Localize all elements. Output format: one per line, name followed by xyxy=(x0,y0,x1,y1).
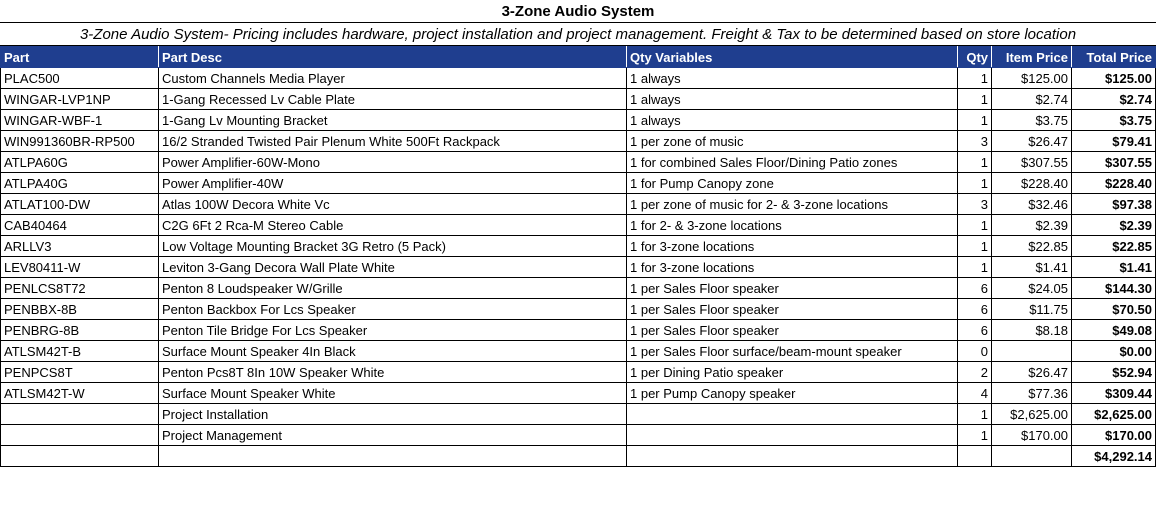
cell-qty[interactable]: 1 xyxy=(958,215,992,236)
cell-part-desc[interactable]: Power Amplifier-40W xyxy=(159,173,627,194)
cell-total-price[interactable]: $144.30 xyxy=(1072,278,1156,299)
cell-part-desc[interactable]: Project Management xyxy=(159,425,627,446)
cell-item-price[interactable] xyxy=(992,446,1072,467)
cell-qty-variables[interactable]: 1 always xyxy=(627,68,958,89)
cell-part-desc[interactable]: Penton Pcs8T 8In 10W Speaker White xyxy=(159,362,627,383)
cell-qty[interactable]: 2 xyxy=(958,362,992,383)
table-row xyxy=(1,404,1156,425)
cell-qty-variables[interactable] xyxy=(627,425,958,446)
cell-qty[interactable]: 3 xyxy=(958,194,992,215)
cell-part-desc[interactable]: 1-Gang Lv Mounting Bracket xyxy=(159,110,627,131)
cell-qty-variables[interactable]: 1 per Sales Floor speaker xyxy=(627,299,958,320)
cell-part[interactable]: CAB40464 xyxy=(1,215,159,236)
cell-qty[interactable]: 6 xyxy=(958,320,992,341)
table-row xyxy=(1,425,1156,446)
cell-qty-variables[interactable]: 1 for combined Sales Floor/Dining Patio zones xyxy=(627,152,958,173)
cell-qty-variables[interactable]: 1 for Pump Canopy zone xyxy=(627,173,958,194)
cell-item-price[interactable]: $1.41 xyxy=(992,257,1072,278)
cell-total-price[interactable]: $3.75 xyxy=(1072,110,1156,131)
cell-part[interactable]: PENLCS8T72 xyxy=(1,278,159,299)
cell-part-desc[interactable]: Project Installation xyxy=(159,404,627,425)
table-body xyxy=(1,68,1156,467)
cell-part[interactable]: ATLPA60G xyxy=(1,152,159,173)
cell-part-desc[interactable]: 16/2 Stranded Twisted Pair Plenum White 500Ft Rackpack xyxy=(159,131,627,152)
cell-part[interactable]: WIN991360BR-RP500 xyxy=(1,131,159,152)
cell-qty[interactable]: 3 xyxy=(958,131,992,152)
cell-part-desc[interactable]: Penton Tile Bridge For Lcs Speaker xyxy=(159,320,627,341)
cell-part[interactable]: LEV80411-W xyxy=(1,257,159,278)
cell-qty-variables[interactable]: 1 for 2- & 3-zone locations xyxy=(627,215,958,236)
cell-qty[interactable]: 1 xyxy=(958,89,992,110)
cell-part-desc[interactable]: Power Amplifier-60W-Mono xyxy=(159,152,627,173)
table-row xyxy=(1,446,1156,467)
table-row xyxy=(1,215,1156,236)
cell-part[interactable]: WINGAR-LVP1NP xyxy=(1,89,159,110)
cell-qty[interactable]: 1 xyxy=(958,152,992,173)
cell-qty-variables[interactable]: 1 for 3-zone locations xyxy=(627,257,958,278)
table-row xyxy=(1,89,1156,110)
table-row xyxy=(1,278,1156,299)
cell-qty[interactable]: 1 xyxy=(958,68,992,89)
cell-total-price[interactable]: $309.44 xyxy=(1072,383,1156,404)
table-row xyxy=(1,194,1156,215)
cell-part[interactable]: ATLPA40G xyxy=(1,173,159,194)
cell-part[interactable]: ATLSM42T-W xyxy=(1,383,159,404)
cell-total-price[interactable]: $2.74 xyxy=(1072,89,1156,110)
cell-part[interactable]: WINGAR-WBF-1 xyxy=(1,110,159,131)
cell-item-price[interactable]: $3.75 xyxy=(992,110,1072,131)
cell-part-desc[interactable]: 1-Gang Recessed Lv Cable Plate xyxy=(159,89,627,110)
cell-total-price[interactable]: $70.50 xyxy=(1072,299,1156,320)
cell-qty[interactable]: 0 xyxy=(958,341,992,362)
cell-part[interactable] xyxy=(1,446,159,467)
cell-item-price[interactable]: $26.47 xyxy=(992,131,1072,152)
cell-total-price[interactable]: $228.40 xyxy=(1072,173,1156,194)
cell-item-price[interactable] xyxy=(992,341,1072,362)
cell-qty-variables[interactable]: 1 per Sales Floor speaker xyxy=(627,320,958,341)
cell-item-price[interactable]: $307.55 xyxy=(992,152,1072,173)
cell-item-price[interactable]: $26.47 xyxy=(992,362,1072,383)
cell-qty[interactable]: 1 xyxy=(958,236,992,257)
cell-qty[interactable]: 1 xyxy=(958,110,992,131)
table-row xyxy=(1,383,1156,404)
table-row xyxy=(1,131,1156,152)
cell-qty[interactable]: 1 xyxy=(958,404,992,425)
cell-item-price[interactable]: $32.46 xyxy=(992,194,1072,215)
cell-qty-variables[interactable]: 1 per Pump Canopy speaker xyxy=(627,383,958,404)
cell-total-price[interactable]: $79.41 xyxy=(1072,131,1156,152)
column-header-qty[interactable]: Qty xyxy=(958,47,992,68)
cell-qty-variables[interactable]: 1 always xyxy=(627,110,958,131)
table-row xyxy=(1,320,1156,341)
sheet-title: 3-Zone Audio System xyxy=(501,2,655,20)
table-row xyxy=(1,173,1156,194)
cell-total-price[interactable]: $22.85 xyxy=(1072,236,1156,257)
column-header-item-price[interactable]: Item Price xyxy=(992,47,1072,68)
cell-total-price[interactable]: $125.00 xyxy=(1072,68,1156,89)
cell-qty-variables[interactable]: 1 per Sales Floor speaker xyxy=(627,278,958,299)
table-row xyxy=(1,68,1156,89)
subtitle-row xyxy=(0,23,1156,46)
table-row xyxy=(1,236,1156,257)
header-row xyxy=(1,47,1156,68)
cell-qty-variables[interactable]: 1 per zone of music xyxy=(627,131,958,152)
pricing-table xyxy=(0,46,1156,467)
cell-part[interactable] xyxy=(1,404,159,425)
sheet-subtitle: 3-Zone Audio System- Pricing includes hardware, project installation and project management. Freight & Tax to be determined based on store location xyxy=(79,25,1077,43)
cell-part-desc[interactable]: Atlas 100W Decora White Vc xyxy=(159,194,627,215)
cell-item-price[interactable]: $8.18 xyxy=(992,320,1072,341)
cell-item-price[interactable]: $22.85 xyxy=(992,236,1072,257)
cell-part[interactable]: ATLAT100-DW xyxy=(1,194,159,215)
cell-total-price[interactable]: $307.55 xyxy=(1072,152,1156,173)
cell-qty-variables[interactable]: 1 for 3-zone locations xyxy=(627,236,958,257)
cell-total-price[interactable]: $52.94 xyxy=(1072,362,1156,383)
cell-qty[interactable] xyxy=(958,446,992,467)
cell-total-price[interactable]: $1.41 xyxy=(1072,257,1156,278)
cell-qty[interactable]: 6 xyxy=(958,278,992,299)
cell-qty-variables[interactable]: 1 per Sales Floor surface/beam-mount speaker xyxy=(627,341,958,362)
cell-item-price[interactable]: $125.00 xyxy=(992,68,1072,89)
column-header-part[interactable]: Part xyxy=(1,47,159,68)
cell-part-desc[interactable]: Penton Backbox For Lcs Speaker xyxy=(159,299,627,320)
cell-qty-variables[interactable] xyxy=(627,404,958,425)
cell-part[interactable]: PENBRG-8B xyxy=(1,320,159,341)
cell-part-desc[interactable]: Leviton 3-Gang Decora Wall Plate White xyxy=(159,257,627,278)
cell-item-price[interactable]: $228.40 xyxy=(992,173,1072,194)
cell-part[interactable]: PENPCS8T xyxy=(1,362,159,383)
cell-qty[interactable]: 1 xyxy=(958,425,992,446)
cell-total-price[interactable]: $97.38 xyxy=(1072,194,1156,215)
cell-total-price[interactable]: $0.00 xyxy=(1072,341,1156,362)
cell-qty[interactable]: 6 xyxy=(958,299,992,320)
table-row xyxy=(1,299,1156,320)
column-header-part-desc[interactable]: Part Desc xyxy=(159,47,627,68)
cell-part-desc[interactable]: C2G 6Ft 2 Rca-M Stereo Cable xyxy=(159,215,627,236)
cell-part-desc[interactable]: Low Voltage Mounting Bracket 3G Retro (5 Pack) xyxy=(159,236,627,257)
cell-part[interactable]: ARLLV3 xyxy=(1,236,159,257)
cell-qty-variables[interactable]: 1 always xyxy=(627,89,958,110)
cell-qty[interactable]: 4 xyxy=(958,383,992,404)
cell-total-price[interactable]: $170.00 xyxy=(1072,425,1156,446)
cell-qty-variables[interactable]: 1 per Dining Patio speaker xyxy=(627,362,958,383)
cell-part-desc[interactable]: Surface Mount Speaker 4In Black xyxy=(159,341,627,362)
cell-item-price[interactable]: $2.74 xyxy=(992,89,1072,110)
cell-item-price[interactable]: $24.05 xyxy=(992,278,1072,299)
cell-total-price[interactable]: $2.39 xyxy=(1072,215,1156,236)
table-row xyxy=(1,152,1156,173)
cell-part[interactable]: PLAC500 xyxy=(1,68,159,89)
cell-qty-variables[interactable]: 1 per zone of music for 2- & 3-zone locations xyxy=(627,194,958,215)
cell-item-price[interactable]: $170.00 xyxy=(992,425,1072,446)
cell-part[interactable]: ATLSM42T-B xyxy=(1,341,159,362)
column-header-qty-variables[interactable]: Qty Variables xyxy=(627,47,958,68)
cell-part[interactable] xyxy=(1,425,159,446)
table-row xyxy=(1,110,1156,131)
cell-item-price[interactable]: $2,625.00 xyxy=(992,404,1072,425)
cell-part-desc[interactable]: Penton 8 Loudspeaker W/Grille xyxy=(159,278,627,299)
cell-part-desc[interactable] xyxy=(159,446,627,467)
cell-total-price[interactable]: $2,625.00 xyxy=(1072,404,1156,425)
cell-item-price[interactable]: $77.36 xyxy=(992,383,1072,404)
table-row xyxy=(1,257,1156,278)
cell-item-price[interactable]: $2.39 xyxy=(992,215,1072,236)
table-row xyxy=(1,341,1156,362)
cell-qty[interactable]: 1 xyxy=(958,257,992,278)
title-row xyxy=(0,0,1156,23)
cell-part[interactable]: PENBBX-8B xyxy=(1,299,159,320)
cell-part-desc[interactable]: Custom Channels Media Player xyxy=(159,68,627,89)
cell-total-price[interactable]: $49.08 xyxy=(1072,320,1156,341)
table-row xyxy=(1,362,1156,383)
cell-item-price[interactable]: $11.75 xyxy=(992,299,1072,320)
column-header-total-price[interactable]: Total Price xyxy=(1072,47,1156,68)
cell-total-price[interactable]: $4,292.14 xyxy=(1072,446,1156,467)
cell-qty-variables[interactable] xyxy=(627,446,958,467)
cell-part-desc[interactable]: Surface Mount Speaker White xyxy=(159,383,627,404)
cell-qty[interactable]: 1 xyxy=(958,173,992,194)
